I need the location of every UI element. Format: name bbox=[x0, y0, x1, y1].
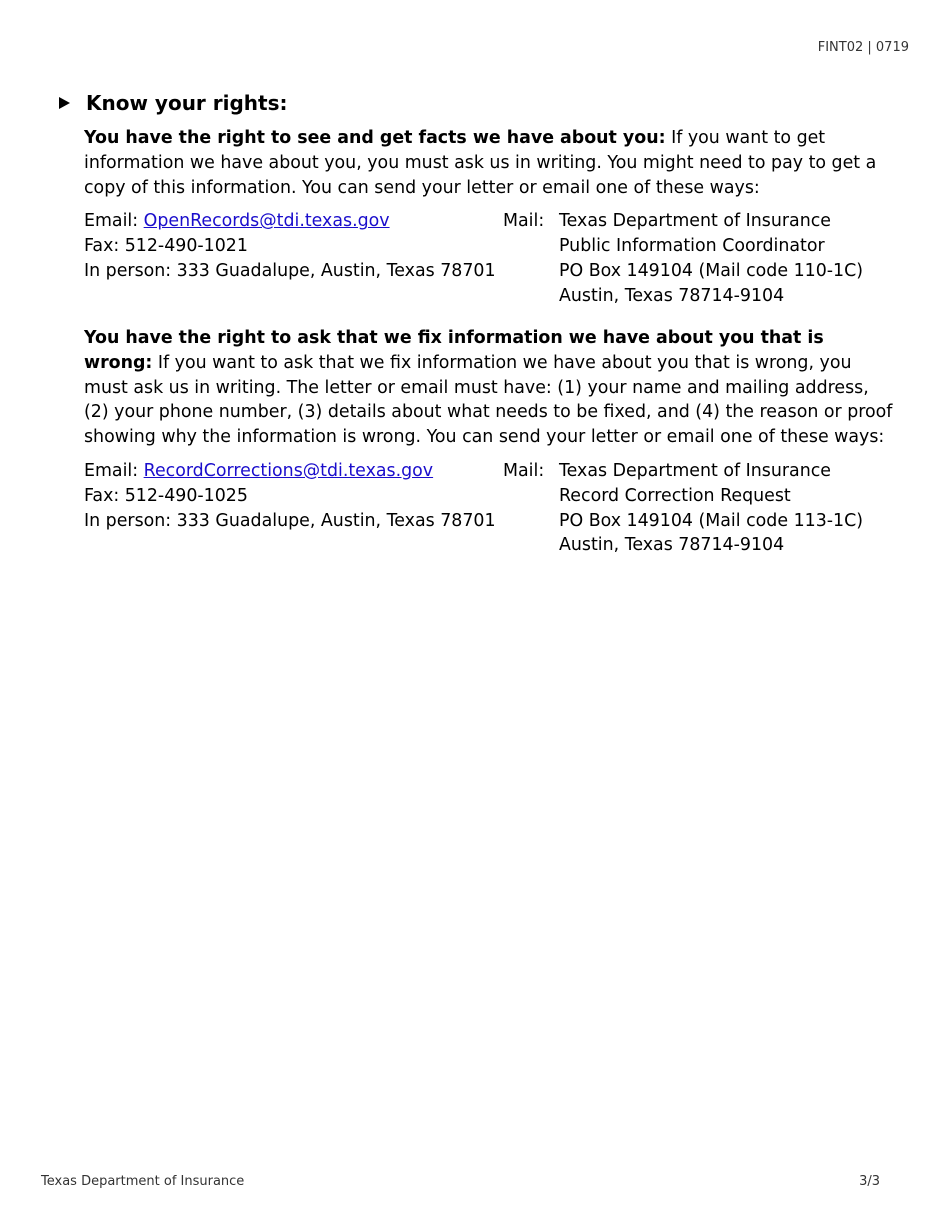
email-label: Email: bbox=[84, 460, 144, 481]
right-to-see-block bbox=[84, 126, 894, 309]
right-to-see-body: If you want to get information we have about you, you must ask us in writing. You might need to pay to get a copy of this information. You can send your letter or email one of these ways: bbox=[84, 128, 877, 198]
footer-organization: Texas Department of Insurance bbox=[41, 1174, 245, 1189]
right-to-fix-contacts bbox=[84, 459, 894, 558]
mail-line: Public Information Coordinator bbox=[559, 236, 825, 257]
triangle-bullet-icon bbox=[59, 97, 70, 109]
form-code: FINT02 | 0719 bbox=[817, 40, 909, 55]
mail-line: Austin, Texas 78714-9104 bbox=[559, 535, 785, 556]
right-to-fix-paragraph bbox=[84, 326, 894, 450]
right-to-see-paragraph bbox=[84, 126, 894, 200]
in-person-line: In person: 333 Guadalupe, Austin, Texas 78701 bbox=[84, 260, 496, 281]
mail-line: Texas Department of Insurance bbox=[559, 211, 831, 232]
in-person-line: In person: 333 Guadalupe, Austin, Texas 78701 bbox=[84, 510, 496, 531]
mail-line: Record Correction Request bbox=[559, 485, 791, 506]
section-heading bbox=[57, 90, 288, 116]
right-to-fix-mail bbox=[503, 459, 863, 558]
email-line bbox=[84, 209, 503, 234]
mail-label: Mail: bbox=[503, 460, 545, 481]
right-to-see-contacts bbox=[84, 209, 894, 308]
mail-address bbox=[559, 459, 863, 558]
right-to-fix-contact-left bbox=[84, 459, 503, 558]
mail-line: Austin, Texas 78714-9104 bbox=[559, 285, 785, 306]
mail-address bbox=[559, 209, 863, 308]
email-label: Email: bbox=[84, 211, 144, 232]
footer-page-number: 3/3 bbox=[859, 1174, 880, 1189]
section-title: Know your rights: bbox=[86, 91, 288, 115]
email-line bbox=[84, 459, 503, 484]
open-records-email-link[interactable]: OpenRecords@tdi.texas.gov bbox=[143, 211, 390, 232]
mail-line: PO Box 149104 (Mail code 110-1C) bbox=[559, 260, 864, 281]
record-corrections-email-link[interactable]: RecordCorrections@tdi.texas.gov bbox=[143, 460, 434, 481]
mail-line: PO Box 149104 (Mail code 113-1C) bbox=[559, 510, 864, 531]
mail-line: Texas Department of Insurance bbox=[559, 460, 831, 481]
mail-label: Mail: bbox=[503, 211, 545, 232]
right-to-fix-body: If you want to ask that we fix information we have about you that is wrong, you must ask us in writing. The letter or email must have: (1) your name and mailing address, (2) your phone number, (3) details about what needs to be fixed, and (4) the reason or proof showing why the information is wrong. You can send your letter or email one of these ways: bbox=[84, 352, 893, 448]
fax-line: Fax: 512-490-1021 bbox=[84, 236, 248, 257]
right-to-see-contact-left bbox=[84, 209, 503, 308]
right-to-fix-lead: You have the right to ask that we fix information we have about you that is wrong: bbox=[84, 328, 824, 373]
right-to-see-lead: You have the right to see and get facts we have about you: bbox=[84, 128, 666, 148]
right-to-fix-block bbox=[84, 326, 894, 558]
right-to-see-mail bbox=[503, 209, 863, 308]
fax-line: Fax: 512-490-1025 bbox=[84, 485, 248, 506]
